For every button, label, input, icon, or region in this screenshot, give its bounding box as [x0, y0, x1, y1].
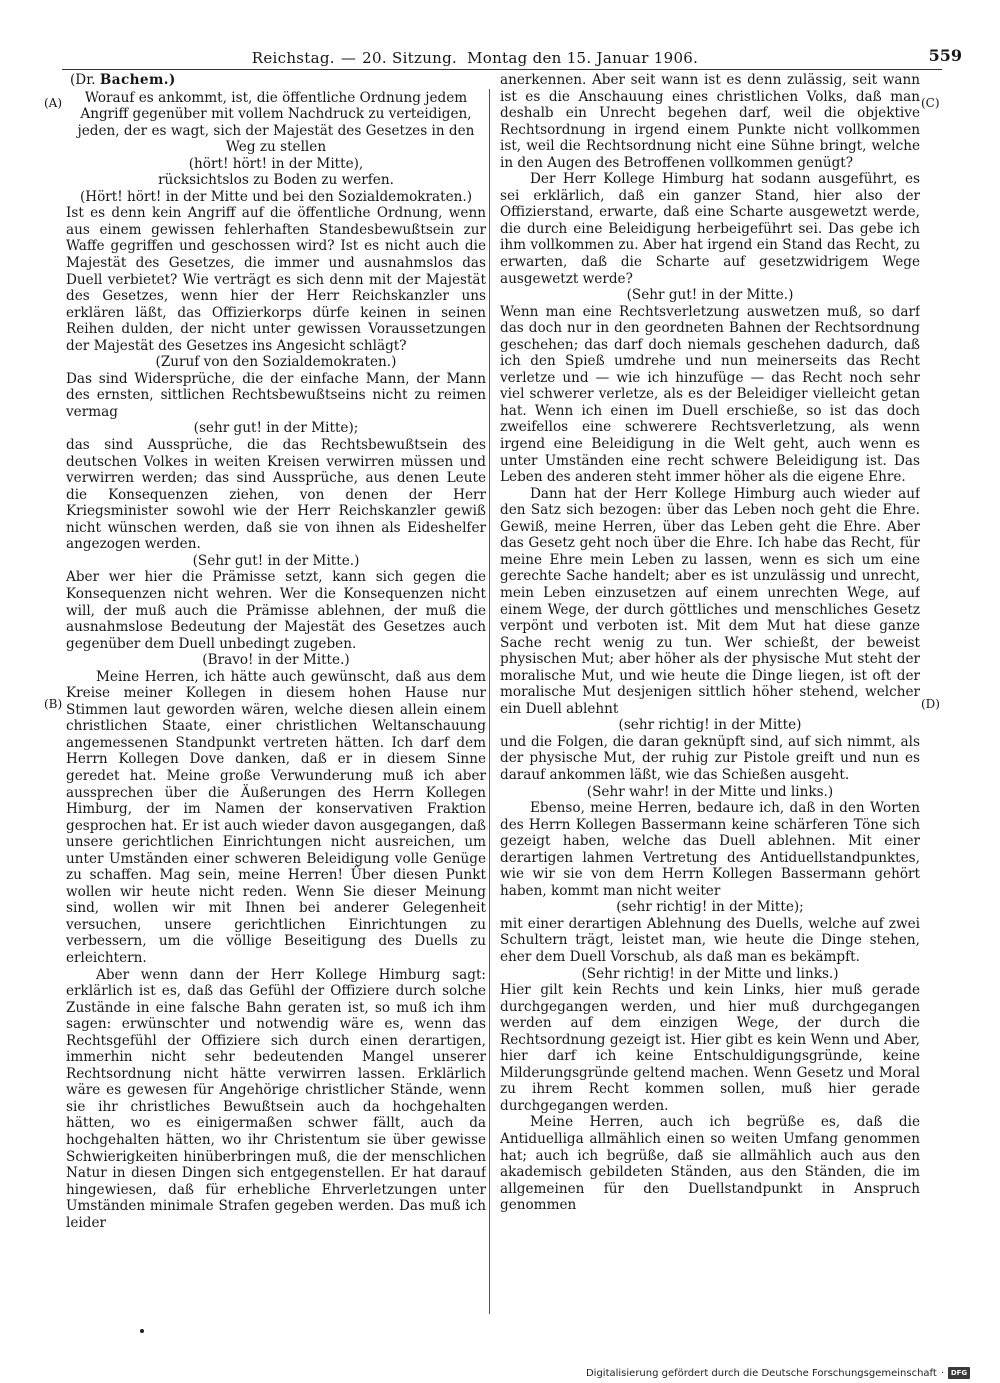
paragraph: das sind Aussprüche, die das Rechtsbewußtsein des deutschen Volkes in weiten Kreisen verwirren müssen und verwirren werden; das sind Aussprüche, aus denen Leute die Konsequenzen ziehen, von denen der Herr Kriegsminister sowohl wie der Herr Reichskanzler gewiß nicht wünschen werden, daß sie von ihnen als Eideshelfer angezogen werden. — [66, 437, 486, 553]
interjection: (hört! hört! in der Mitte), — [188, 155, 364, 172]
interjection: (Sehr gut! in der Mitte.) — [626, 287, 794, 304]
footer-credit — [586, 1366, 970, 1380]
interjection: rücksichtslos zu Boden zu werfen. — [158, 172, 394, 189]
margin-mark-a: (A) — [44, 96, 63, 110]
page-number: 559 — [928, 46, 962, 65]
interjection: (Sehr wahr! in der Mitte und links.) — [586, 783, 834, 800]
paragraph: Wenn man eine Rechtsverletzung auswetzen muß, so darf das doch nur in den geordneten Bahnen der Rechtsordnung geschehen; das darf doch niemals geschehen dadurch, daß ich den Spieß umdrehe und nun meinerseits das Recht verletze und — wie ich hinzufüge — das Recht noch sehr viel schwerer verletze, als es der Beleidiger vielleicht getan hat. Wenn ich einen im Duell erschieße, so ist das doch zweifellos eine schwerere Rechtsverletzung, als wenn irgend eine Beleidigung in die Welt geht, auch wenn es unter Umständen eine recht schwere Beleidigung ist. Das Leben des anderen steht immer höher als die eigene Ehre. — [500, 303, 920, 486]
interjection: Worauf es ankommt, ist, die öffentliche Ordnung jedem Angriff gegenüber mit vollem Nachdruck zu verteidigen, jeden, der es wagt, sich der Majestät des Gesetzes in den Weg zu stellen — [77, 89, 475, 156]
interjection: (sehr richtig! in der Mitte) — [618, 717, 802, 734]
margin-mark-b: (B) — [44, 697, 63, 711]
stray-mark — [140, 1329, 144, 1333]
interjection: (sehr richtig! in der Mitte); — [616, 899, 804, 916]
paragraph: und die Folgen, die daran geknüpft sind, auf sich nimmt, als der physische Mut, der ruhig zur Pistole greift und nun es darauf ankommen läßt, wie das Schießen ausgeht. — [500, 733, 920, 783]
paragraph: Ebenso, meine Herren, bedaure ich, daß in den Worten des Herrn Kollegen Bassermann keine schärferen Töne sich gezeigt haben, welche das Duell ablehnen. Mit einer derartigen lahmen Vertretung des Antiduellstandpunktes, wie wir sie von dem Herrn Kollegen Bassermann gehört haben, kommt man nicht weiter — [500, 800, 920, 899]
dfg-logo-icon: DFG — [948, 1367, 970, 1379]
paragraph: Meine Herren, auch ich begrüße es, daß die Antiduelliga allmählich einen so weiten Umfang genommen hat; auch ich begrüße, daß sie allmählich auch aus den akademisch gebildeten Ständen, aus den Ständen, die im allgemeinen für den Duellstandpunkt in Anspruch genommen — [500, 1114, 920, 1214]
paragraph: Dann hat der Herr Kollege Himburg auch wieder auf den Satz sich bezogen: über das Leben noch geht die Ehre. Gewiß, meine Herren, über das Leben geht die Ehre. Aber das Gesetz geht noch über die Ehre. Ich habe das Recht, für meine Ehre mein Leben zu lassen, wenn es sich um eine gerechte Sache handelt; aber es ist unzulässig und unrecht, mein Leben einzusetzen auf einem unrechten Wege, auf einem Wege, der durch göttliches und menschliches Gesetz verpönt und verboten ist. Mit dem Mut hat diese ganze Sache recht wenig zu tun. Wer schießt, der beweist physischen Mut; aber höher als der physische Mut steht der moralische Mut, und wie heute die Dinge liegen, ist oft der moralische Mut desjenigen sittlich höher stehend, welcher ein Duell ablehnt — [500, 485, 920, 717]
paragraph: Aber wenn dann der Herr Kollege Himburg sagt: erklärlich ist es, daß das Gefühl der Offiziere durch solche Zustände in eine falsche Bahn geraten ist, so muß ich ihm sagen: erwünschter und notwendig wäre es, wenn das Rechtsgefühl der Offiziere sich durch einen derartigen, immerhin nicht sehr bedeutenden Mangel unserer Rechtsordnung nicht hätte verwirren lassen. Erklärlich wäre es gewesen für Angehörige christlicher Stände, wenn sie ihr christliches Bewußtsein auch da hochgehalten hätten, wo es einigermaßen schwer fällt, auch da hochgehalten hätten, wo ihr Christentum sie über gewisse Schwierigkeiten hinüberbringen muß, die der menschlichen Natur in diesen Dingen sich entgegenstellen. Er hat darauf hingewiesen, daß für erhebliche Ehrverletzungen unter Umständen minimale Strafen gegeben werden. Das muß ich leider — [66, 966, 486, 1231]
paragraph: Hier gilt kein Rechts und kein Links, hier muß gerade durchgegangen werden, und hier muß durchgegangen werden auf dem einzigen Wege, der durch die Rechtsordnung gezeigt ist. Hier gibt es kein Wenn und Aber, hier darf ich keine Entschuldigungsgründe, keine Milderungsgründe geltend machen. Wenn Gesetz und Moral zu ihrem Recht kommen sollen, muß hier gerade durchgegangen werden. — [500, 982, 920, 1114]
speaker-prefix: (Dr. — [70, 72, 96, 88]
footer-text: Digitalisierung gefördert durch die Deutsche Forschungsgemeinschaft — [585, 1367, 937, 1379]
speaker-name: Bachem.) — [99, 72, 176, 88]
footer-dot: · — [940, 1367, 944, 1379]
header-sitting: 20. Sitzung. — [362, 49, 458, 67]
paragraph: anerkennen. Aber seit wann ist es denn zulässig, seit wann ist es die Anschauung eines christlichen Volks, daß man deshalb ein Unrecht begehen darf, weil die objektive Rechtsordnung in irgend einem Punkte nicht vollkommen ist, weil die Rechtsordnung nicht eine Sühne bringt, welche in den Augen des Betroffenen vollkommen genügt? — [500, 72, 920, 171]
header-dash: — — [340, 49, 357, 67]
interjection: (Zuruf von den Sozialdemokraten.) — [155, 354, 397, 371]
column-divider — [489, 89, 490, 1314]
paragraph: Ist es denn kein Angriff auf die öffentliche Ordnung, wenn aus einem gewissen fehlerhaften Standesbewußtsein zur Waffe gegriffen und geschossen wird? Ist es nicht auch die Majestät des Gesetzes, die immer und ausnahmslos das Duell verbietet? Wie verträgt es sich denn mit der Majestät des Gesetzes, wenn hier der Herr Reichskanzler uns erklären läßt, das Offizierkorps dürfe keinen in seinen Reihen dulden, der nicht unter gewissen Voraussetzungen der Majestät des Gesetzes ins Angesicht schlägt? — [66, 205, 486, 354]
margin-mark-d: (D) — [921, 697, 940, 711]
paragraph: Meine Herren, ich hätte auch gewünscht, daß aus dem Kreise meiner Kollegen in diesem hohen Hause nur Stimmen laut geworden wären, welche diesen allein einem christlichen Staate, einer christlichen Weltanschauung angemessenen Standpunkt vertreten hätten. Ich darf dem Herrn Kollegen Dove danken, daß er in diesem Sinne geredet hat. Meine große Verwunderung muß ich aber aussprechen über die Äußerungen des Herrn Kollegen Himburg, der im Namen der konservativen Fraktion gesprochen hat. Er ist auch wieder davon ausgegangen, daß unsere gerichtlichen Einrichtungen nicht ausreichen, um unter Umständen einer schweren Beleidigung volle Genüge zu schaffen. Mag sein, meine Herren! Über diesen Punkt wollen wir heute nicht reden. Wenn Sie dieser Meinung sind, wollen wir mit Ihnen bei anderer Gelegenheit versuchen, unsere gerichtlichen Einrichtungen zu verbessern, um die völlige Beseitigung des Duells zu erleichtern. — [66, 668, 486, 966]
speaker-line — [70, 72, 486, 89]
header-date: Montag den 15. Januar 1906. — [467, 49, 699, 67]
right-column — [500, 72, 920, 1332]
running-header — [40, 46, 910, 70]
interjection: (Bravo! in der Mitte.) — [202, 652, 350, 669]
header-rule — [62, 69, 942, 70]
margin-mark-c: (C) — [921, 96, 940, 110]
paragraph: Das sind Widersprüche, die der einfache Mann, der Mann des ernsten, sittlichen Rechtsbewußtseins nicht zu reimen vermag — [66, 370, 486, 420]
paragraph: Aber wer hier die Prämisse setzt, kann sich gegen die Konsequenzen nicht wehren. Wer die Konsequenzen nicht will, der muß auch die Prämisse ablehnen, der muß die ausnahmslose Bedeutung der Majestät des Gesetzes auch gegenüber dem Duell unbedingt zugeben. — [66, 569, 486, 652]
interjection: (Hört! hört! in der Mitte und bei den Sozialdemokraten.) — [79, 188, 473, 205]
header-publication: Reichstag. — [251, 49, 335, 67]
paragraph: mit einer derartigen Ablehnung des Duells, welche auf zwei Schultern trägt, leistet man, wie heute die Dinge stehen, eher dem Duell Vorschub, als daß man es bekämpft. — [500, 915, 920, 965]
interjection: (Sehr gut! in der Mitte.) — [192, 552, 360, 569]
interjection: (sehr gut! in der Mitte); — [193, 420, 359, 437]
interjection: (Sehr richtig! in der Mitte und links.) — [581, 965, 839, 982]
left-column — [66, 72, 486, 1332]
paragraph: Der Herr Kollege Himburg hat sodann ausgeführt, es sei erklärlich, daß ein ganzer Stand, hier also der Offizierstand, erwarte, daß eine Scharte ausgewetzt werde, die durch eine Beleidigung herbeigeführt sei. Das gebe ich ihm vollkommen zu. Aber hat irgend ein Stand das Recht, zu erwarten, daß die Scharte auf gesetzwidrigem Wege ausgewetzt werde? — [500, 171, 920, 287]
